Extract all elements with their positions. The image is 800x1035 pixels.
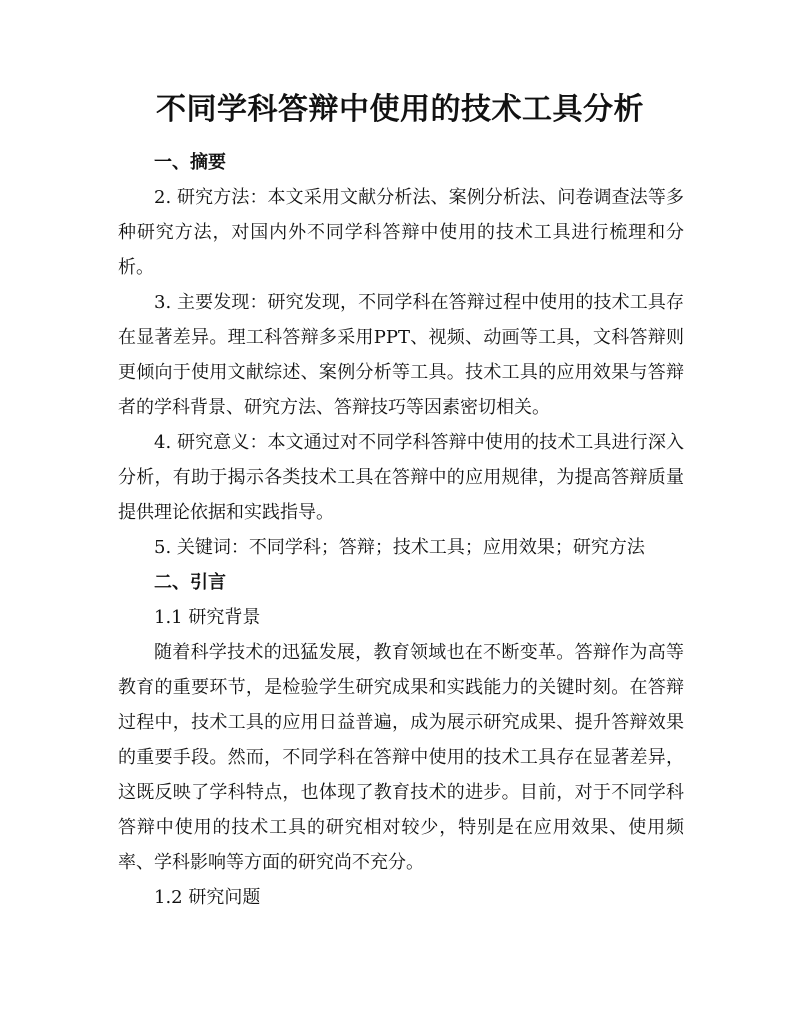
abstract-item-findings: 3. 主要发现：研究发现，不同学科在答辩过程中使用的技术工具存在显著差异。理工科答辩多采用PPT、视频、动画等工具，文科答辩则更倾向于使用文献综述、案例分析等工具。技术工具的应用效果与答辩者的学科背景、研究方法、答辩技巧等因素密切相关。	[118, 292, 684, 418]
introduction-heading: 二、引言	[154, 572, 226, 593]
background-paragraph: 随着科学技术的迅猛发展，教育领域也在不断变革。答辩作为高等教育的重要环节，是检验学生研究成果和实践能力的关键时刻。在答辩过程中，技术工具的应用日益普遍，成为展示研究成果、提升答辩效果的重要手段。然而，不同学科在答辩中使用的技术工具存在显著差异，这既反映了学科特点，也体现了教育技术的进步。目前，对于不同学科答辩中使用的技术工具的研究相对较少，特别是在应用效果、使用频率、学科影响等方面的研究尚不充分。	[118, 642, 684, 873]
abstract-item-keywords: 5. 关键词：不同学科；答辩；技术工具；应用效果；研究方法	[154, 537, 645, 558]
abstract-item-significance: 4. 研究意义：本文通过对不同学科答辩中使用的技术工具进行深入分析，有助于揭示各类技术工具在答辩中的应用规律，为提高答辩质量提供理论依据和实践指导。	[118, 432, 684, 523]
abstract-heading: 一、摘要	[154, 152, 226, 173]
subsection-heading-background: 1.1 研究背景	[154, 607, 261, 628]
document-body	[118, 145, 684, 915]
subsection-heading-research-question: 1.2 研究问题	[154, 887, 261, 908]
document-title: 不同学科答辩中使用的技术工具分析	[156, 92, 644, 127]
abstract-item-methods: 2. 研究方法：本文采用文献分析法、案例分析法、问卷调查法等多种研究方法，对国内外不同学科答辩中使用的技术工具进行梳理和分析。	[118, 187, 684, 278]
